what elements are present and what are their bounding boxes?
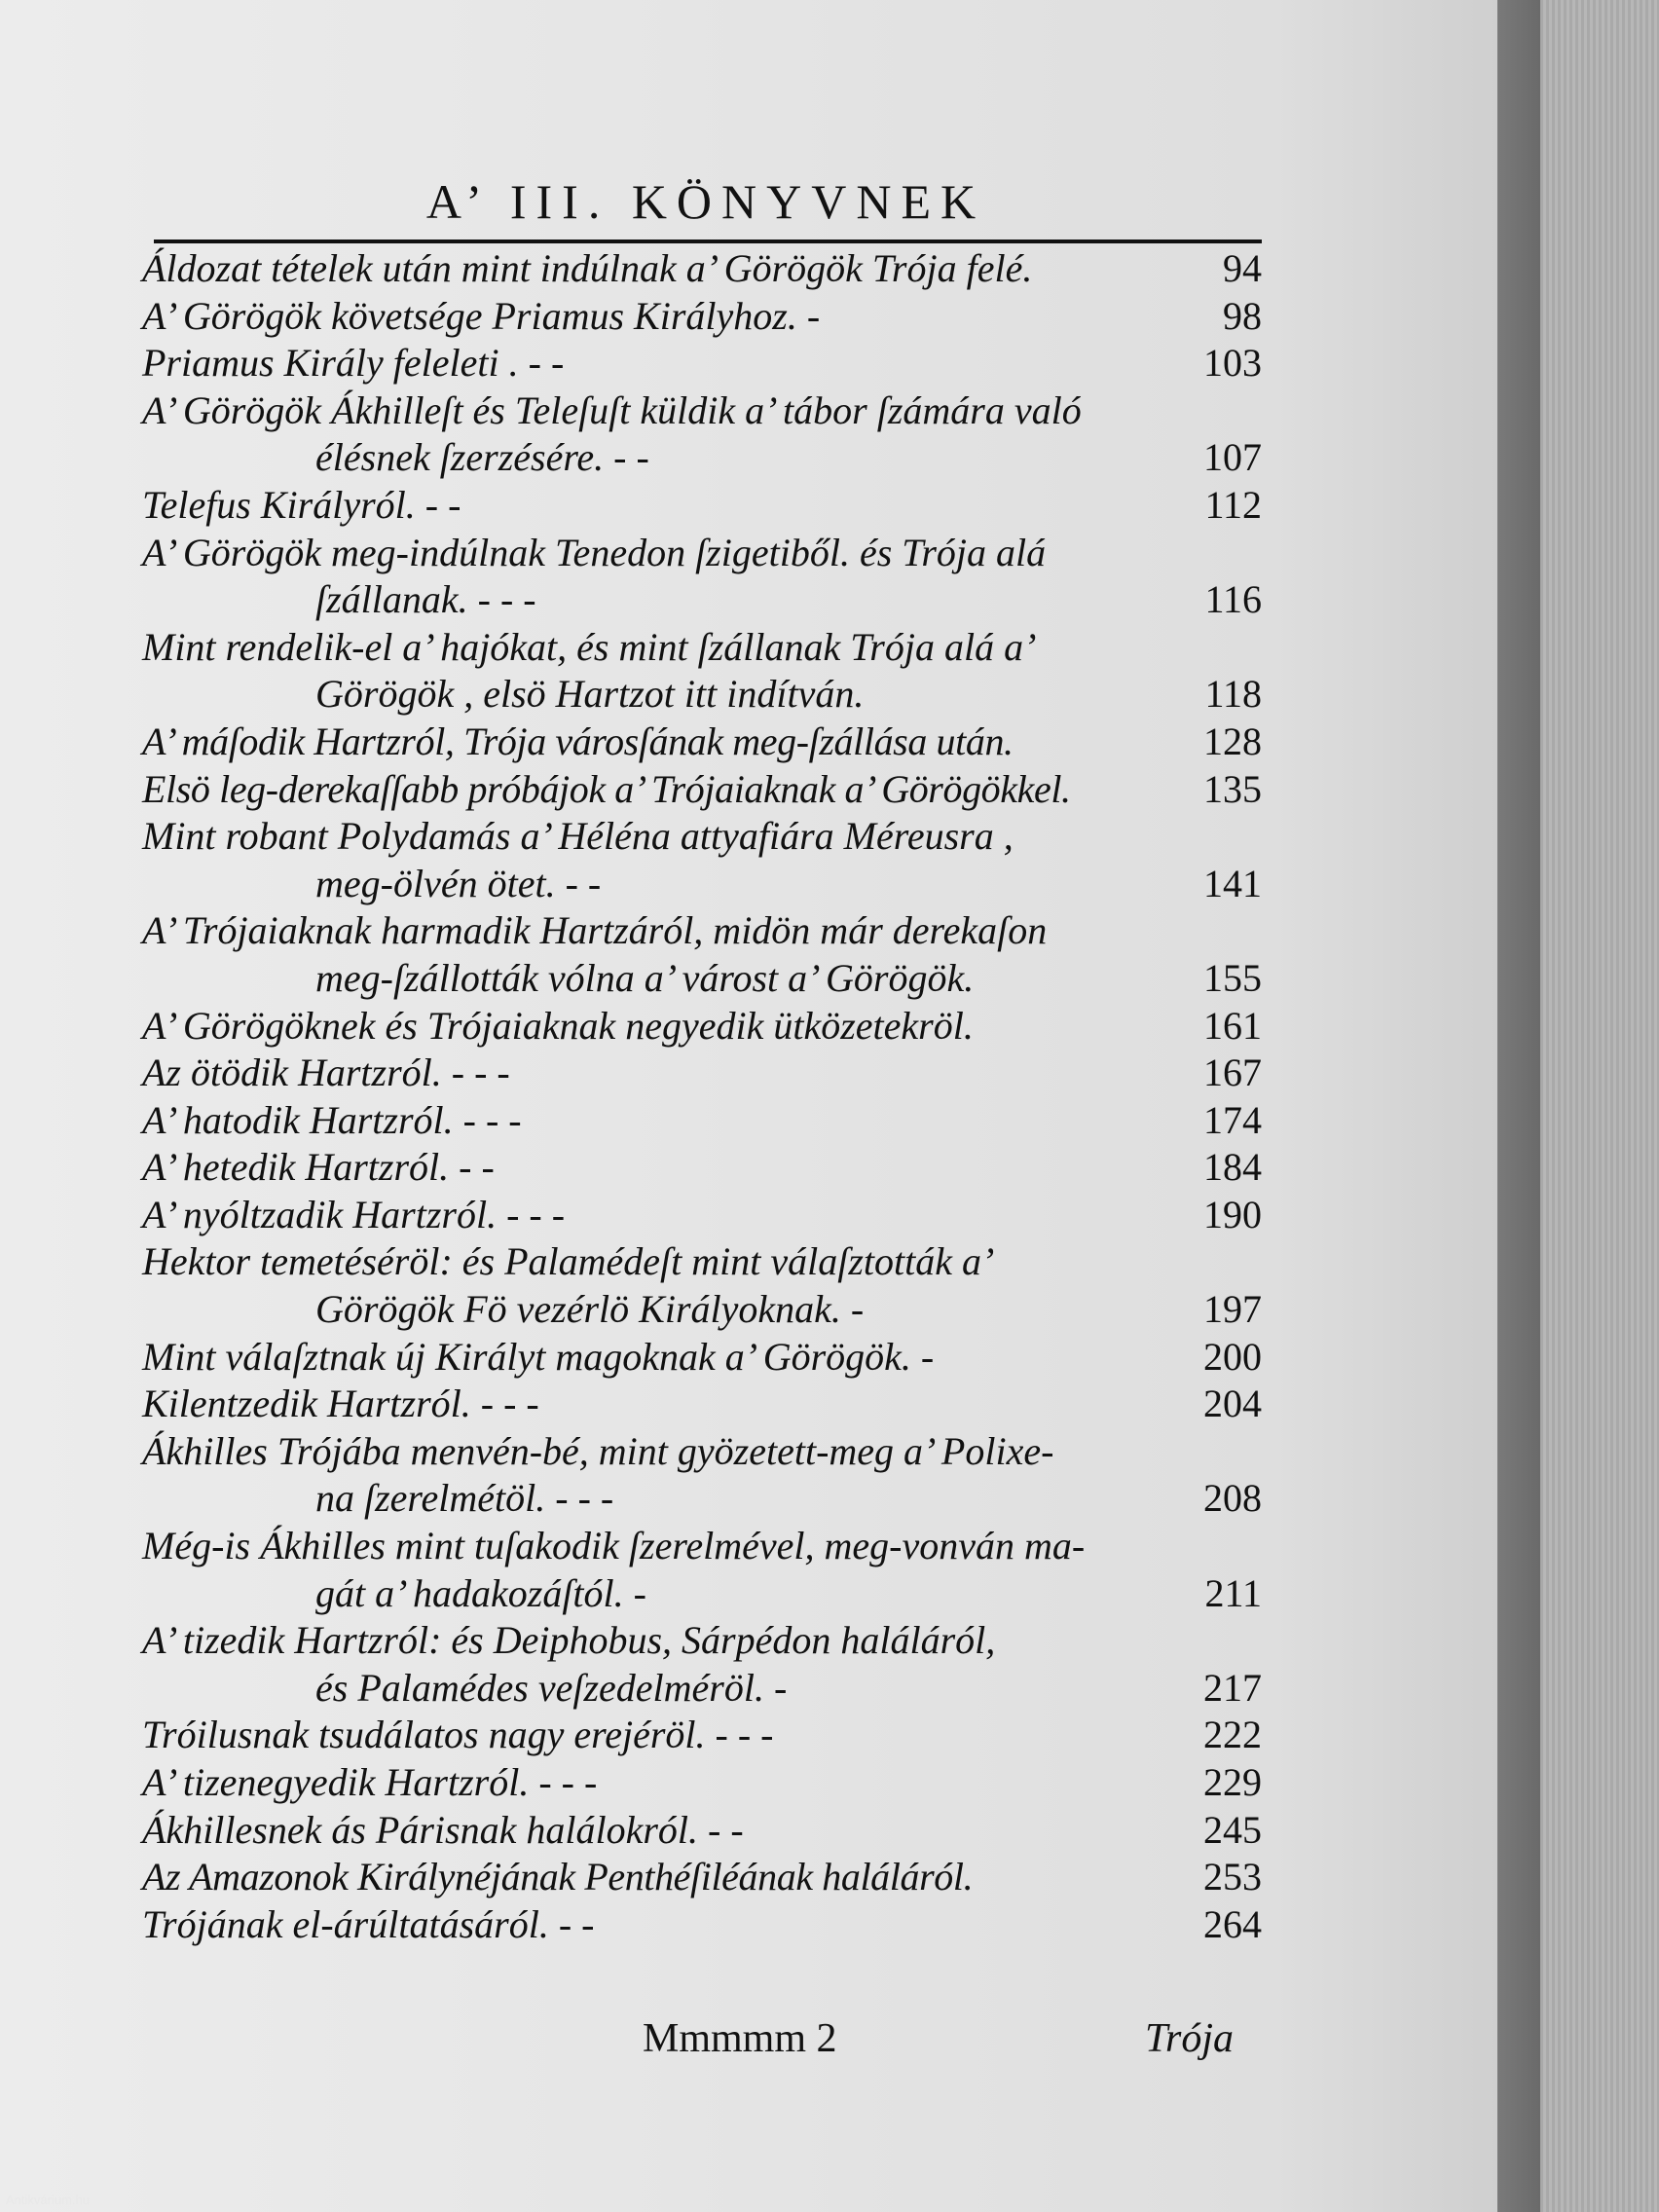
toc-entry-page: 103	[1203, 341, 1262, 386]
toc-entry-page: 211	[1204, 1570, 1262, 1615]
toc-entry-continuation	[142, 861, 1262, 908]
toc-entry	[142, 1854, 1262, 1901]
header-rule	[154, 240, 1262, 243]
catchword: Trója	[1145, 2016, 1235, 2061]
toc-entry-text: Telefus Királyról. - -	[142, 482, 461, 527]
toc-entry	[142, 1334, 1262, 1382]
toc-entry	[142, 1238, 1262, 1286]
toc-entry	[142, 387, 1262, 435]
toc-entry-page: 161	[1203, 1003, 1262, 1048]
toc-entry	[142, 907, 1262, 955]
toc-entry-text: és Palamédes veſzedelméröl. -	[315, 1665, 788, 1710]
toc-entry-page: 253	[1203, 1855, 1262, 1899]
toc-entry-page: 200	[1203, 1334, 1262, 1379]
toc-entry-text: A’ Görögök követsége Priamus Királyhoz. -	[142, 293, 821, 338]
toc-entry	[142, 1712, 1262, 1759]
toc-entry-continuation	[142, 1286, 1262, 1334]
toc-entry-page: 222	[1203, 1713, 1262, 1757]
toc-entry-page: 116	[1204, 577, 1262, 622]
toc-entry-page: 112	[1204, 482, 1262, 527]
toc-entry-text: Tróilusnak tsudálatos nagy erejéröl. - - -	[142, 1713, 774, 1757]
toc-entry-page: 98	[1223, 293, 1262, 338]
toc-entry	[142, 624, 1262, 672]
toc-entry-continuation	[142, 434, 1262, 482]
toc-entry-page: 264	[1203, 1901, 1262, 1946]
toc-entry-text: A’ hetedik Hartzról. - -	[142, 1145, 495, 1190]
toc-entry-text: A’ nyóltzadik Hartzról. - - -	[142, 1192, 566, 1236]
toc-entry-text: Görögök Fö vezérlö Királyoknak. -	[315, 1287, 865, 1332]
toc-entry-text: meg-ölvén ötet. - -	[315, 861, 602, 905]
toc-entry	[142, 1192, 1262, 1239]
toc-entry-page: 107	[1203, 435, 1262, 480]
toc-entry-continuation	[142, 955, 1262, 1003]
toc-entry	[142, 1617, 1262, 1665]
toc-entry-page: 141	[1203, 861, 1262, 905]
toc-entry-page: 197	[1203, 1287, 1262, 1332]
book-spine-edge	[1497, 0, 1540, 2212]
toc-entry	[142, 813, 1262, 861]
toc-entry-text: Mint válaſztnak új Királyt magoknak a’ Görögök. -	[142, 1334, 935, 1379]
toc-entry-text: gát a’ hadakozáſtól. -	[315, 1570, 646, 1615]
toc-entry-page: 135	[1203, 766, 1262, 811]
toc-entry-continuation	[142, 1475, 1262, 1523]
page-header-title: A’ III. KÖNYVNEK	[425, 174, 986, 229]
toc-entry	[142, 1523, 1262, 1570]
toc-entry	[142, 530, 1262, 577]
toc-entry-text: A’ Trójaiaknak harmadik Hartzáról, midön már derekaſon	[142, 908, 1048, 953]
toc-entry-text: élésnek ſzerzésére. - -	[315, 435, 649, 480]
toc-entry	[142, 1901, 1262, 1949]
toc-entry	[142, 293, 1262, 341]
toc-entry-page: 167	[1203, 1051, 1262, 1095]
toc-entry-page: 245	[1203, 1807, 1262, 1852]
toc-entry-text: Hektor temetéséröl: és Palamédeſt mint válaſztották a’	[142, 1239, 995, 1284]
toc-entry-text: Mint rendelik-el a’ hajókat, és mint ſzállanak Trója alá a’	[142, 624, 1037, 669]
toc-entry-text: Áldozat tételek után mint indúlnak a’ Görögök Trója felé.	[142, 246, 1033, 290]
toc-entry-text: Görögök , elsö Hartzot itt indítván.	[315, 672, 865, 717]
toc-entry	[142, 482, 1262, 530]
toc-entry	[142, 1428, 1262, 1476]
toc-entry-text: meg-ſzállották vólna a’ várost a’ Görögök.	[315, 955, 975, 1000]
book-cover-cloth	[1540, 0, 1659, 2212]
toc-entry-text: A’ tizenegyedik Hartzról. - - -	[142, 1760, 598, 1804]
toc-entry-continuation	[142, 1570, 1262, 1618]
toc-entry-page: 118	[1204, 672, 1262, 717]
toc-entry	[142, 1144, 1262, 1192]
toc-entry-text: Trójának el-árúltatásáról. - -	[142, 1901, 595, 1946]
toc-entry-continuation	[142, 671, 1262, 719]
toc-entry-text: Mint robant Polydamás a’ Héléna attyafiára Méreusra ,	[142, 814, 1014, 859]
toc-entry-page: 217	[1203, 1665, 1262, 1710]
toc-entry-text: A’ tizedik Hartzról: és Deiphobus, Sárpédon haláláról,	[142, 1618, 996, 1663]
toc-entry-text: Elsö leg-derekaſſabb próbájok a’ Trójaiaknak a’ Görögökkel.	[142, 766, 1071, 811]
toc-entry-text: A’ hatodik Hartzról. - - -	[142, 1097, 522, 1142]
toc-entry-page: 229	[1203, 1760, 1262, 1804]
toc-entry	[142, 766, 1262, 814]
toc-entry-page: 190	[1203, 1192, 1262, 1236]
toc-entry-continuation	[142, 576, 1262, 624]
toc-entry-text: Az ötödik Hartzról. - - -	[142, 1051, 510, 1095]
toc-entry-continuation	[142, 1665, 1262, 1713]
toc-entry	[142, 1381, 1262, 1428]
toc-entry	[142, 1003, 1262, 1051]
toc-entry-page: 94	[1223, 246, 1262, 290]
toc-entry-text: A’ Görögök Ákhilleſt és Teleſuſt küldik a’ tábor ſzámára való	[142, 387, 1082, 432]
toc-entry-text: Az Amazonok Királynéjának Penthéſiléának haláláról.	[142, 1855, 974, 1899]
toc-entry-text: Kilentzedik Hartzról. - - -	[142, 1382, 539, 1426]
signature-mark: Mmmmm 2	[643, 2016, 837, 2061]
toc-entry	[142, 1097, 1262, 1145]
toc-entry-page: 184	[1203, 1145, 1262, 1190]
toc-entry-page: 174	[1203, 1097, 1262, 1142]
toc-entry	[142, 1807, 1262, 1855]
toc-entry	[142, 245, 1262, 293]
watermark-text: Antikvárium.hu	[6, 2193, 90, 2207]
toc-entry-page: 128	[1203, 719, 1262, 763]
toc-entry-text: na ſzerelmétöl. - - -	[315, 1476, 614, 1521]
toc-entry	[142, 719, 1262, 766]
toc-entry-text: A’ máſodik Hartzról, Trója városſának meg-ſzállása után.	[142, 719, 1014, 763]
toc-entry-text: Ákhillesnek ás Párisnak halálokról. - -	[142, 1807, 744, 1852]
table-of-contents	[142, 245, 1262, 1948]
toc-entry-text: A’ Görögöknek és Trójaiaknak negyedik ütközetekröl.	[142, 1003, 974, 1048]
toc-entry-text: A’ Görögök meg-indúlnak Tenedon ſzigetiből. és Trója alá	[142, 530, 1047, 574]
toc-entry-text: Priamus Király feleleti . - -	[142, 341, 565, 386]
toc-entry-page: 204	[1203, 1382, 1262, 1426]
toc-entry-text: ſzállanak. - - -	[315, 577, 536, 622]
toc-entry-page: 155	[1203, 955, 1262, 1000]
toc-entry-text: Ákhilles Trójába menvén-bé, mint gyözetett-meg a’ Polixe-	[142, 1428, 1054, 1473]
toc-entry	[142, 1050, 1262, 1097]
toc-entry-text: Még-is Ákhilles mint tuſakodik ſzerelmével, meg-vonván ma-	[142, 1524, 1086, 1568]
toc-entry	[142, 340, 1262, 387]
toc-entry-page: 208	[1203, 1476, 1262, 1521]
toc-entry	[142, 1759, 1262, 1807]
